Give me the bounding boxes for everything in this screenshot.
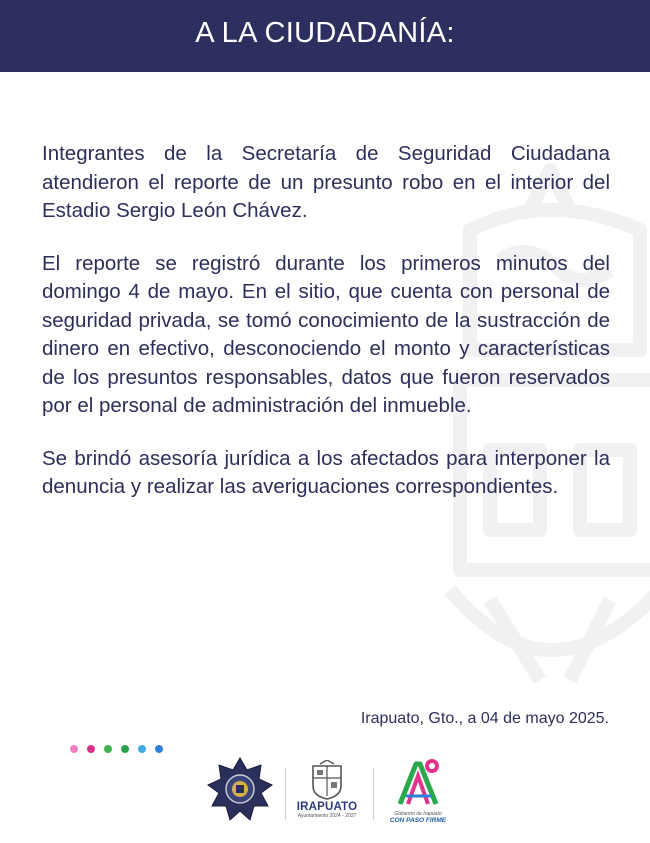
gobierno-line1: Gobierno de Irapuato	[394, 811, 442, 817]
paragraph-3: Se brindó asesoría jurídica a los afectados para interponer la denuncia y realizar las averiguaciones correspondientes.	[42, 446, 610, 498]
irapuato-logo	[296, 760, 358, 832]
gobierno-logo	[388, 756, 448, 828]
police-badge-icon	[206, 756, 274, 824]
irapuato-shield-icon	[310, 760, 344, 800]
gobierno-line2: CON PASO FIRME	[389, 817, 447, 824]
statement-body	[42, 140, 610, 526]
paso-firme-icon	[388, 756, 448, 806]
footer-logos	[0, 752, 650, 832]
irapuato-subtitle: Ayuntamiento 2024 - 2027	[297, 813, 357, 819]
irapuato-name: IRAPUATO	[296, 801, 358, 813]
logo-separator	[285, 768, 286, 820]
header-banner	[0, 0, 650, 72]
dateline: Irapuato, Gto., a 04 de mayo 2025.	[360, 710, 609, 727]
paragraph-2: El reporte se registró durante los primeros minutos del domingo 4 de mayo. En el sitio, que cuenta con personal de seguridad privada, se tomó conocimiento de la sustracción de dinero en efectivo, desconociendo el monto y características de los presuntos responsables, datos que fueron reservados por el personal de administración del inmueble.	[42, 251, 610, 417]
page-title: A LA CIUDADANÍA:	[195, 16, 455, 49]
paragraph-1: Integrantes de la Secretaría de Seguridad Ciudadana atendieron el reporte de un presunto robo en el interior del Estadio Sergio León Chávez.	[42, 142, 610, 222]
logo-separator	[373, 768, 374, 820]
